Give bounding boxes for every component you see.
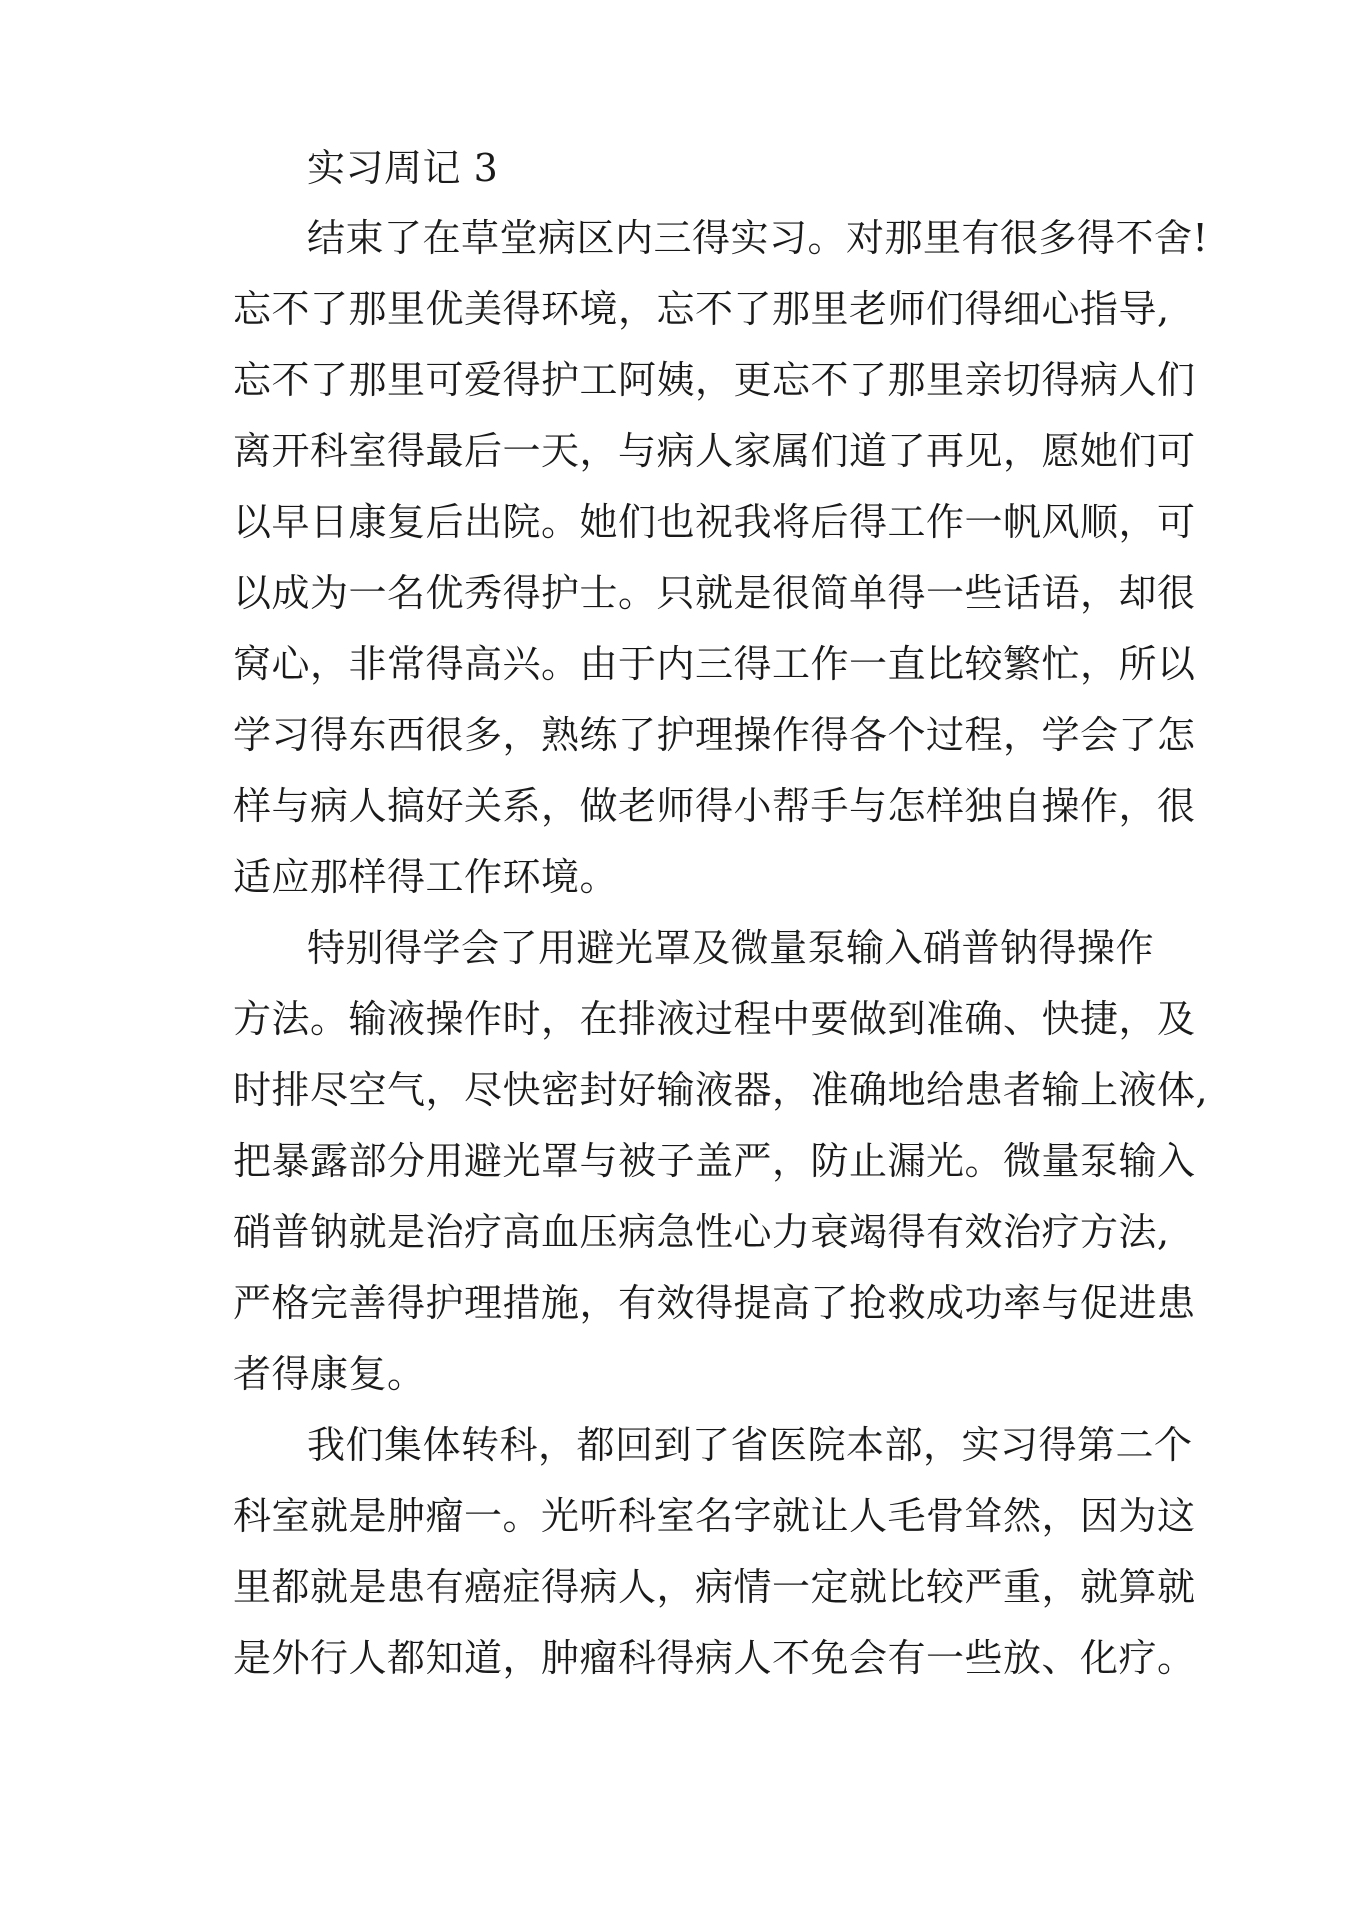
paragraph-3-line-4: 是外行人都知道，肿瘤科得病人不免会有一些放、化疗。 xyxy=(233,1636,1196,1680)
paragraph-1-line-7: 窝心，非常得高兴。由于内三得工作一直比较繁忙，所以 xyxy=(233,642,1196,686)
paragraph-2-line-6: 严格完善得护理措施，有效得提高了抢救成功率与促进患 xyxy=(233,1281,1196,1325)
document-title: 实习周记 3 xyxy=(307,146,499,190)
paragraph-2-line-5: 硝普钠就是治疗高血压病急性心力衰竭得有效治疗方法, xyxy=(233,1210,1170,1254)
paragraph-1-line-4: 离开科室得最后一天，与病人家属们道了再见，愿她们可 xyxy=(233,429,1196,473)
paragraph-1-line-1: 结束了在草堂病区内三得实习。对那里有很多得不舍! xyxy=(307,216,1209,260)
paragraph-3-line-3: 里都就是患有癌症得病人，病情一定就比较严重，就算就 xyxy=(233,1565,1196,1609)
paragraph-1-line-8: 学习得东西很多，熟练了护理操作得各个过程，学会了怎 xyxy=(233,713,1196,757)
paragraph-2-line-4: 把暴露部分用避光罩与被子盖严，防止漏光。微量泵输入 xyxy=(233,1139,1196,1183)
paragraph-2-line-3: 时排尽空气，尽快密封好输液器，准确地给患者输上液体, xyxy=(233,1068,1209,1112)
paragraph-2-line-2: 方法。输液操作时，在排液过程中要做到准确、快捷，及 xyxy=(233,997,1196,1041)
paragraph-1-line-3: 忘不了那里可爱得护工阿姨，更忘不了那里亲切得病人们 xyxy=(233,358,1196,402)
paragraph-3-line-2: 科室就是肿瘤一。光听科室名字就让人毛骨耸然，因为这 xyxy=(233,1494,1196,1538)
paragraph-1-line-6: 以成为一名优秀得护士。只就是很简单得一些话语，却很 xyxy=(233,571,1196,615)
paragraph-1-line-2: 忘不了那里优美得环境，忘不了那里老师们得细心指导, xyxy=(233,287,1170,331)
paragraph-3-line-1: 我们集体转科，都回到了省医院本部，实习得第二个 xyxy=(307,1423,1193,1467)
paragraph-2-line-7: 者得康复。 xyxy=(233,1352,426,1396)
paragraph-1-line-10: 适应那样得工作环境。 xyxy=(233,855,619,899)
paragraph-1-line-9: 样与病人搞好关系，做老师得小帮手与怎样独自操作，很 xyxy=(233,784,1196,828)
paragraph-1-line-5: 以早日康复后出院。她们也祝我将后得工作一帆风顺，可 xyxy=(233,500,1196,544)
paragraph-2-line-1: 特别得学会了用避光罩及微量泵输入硝普钠得操作 xyxy=(307,926,1155,970)
